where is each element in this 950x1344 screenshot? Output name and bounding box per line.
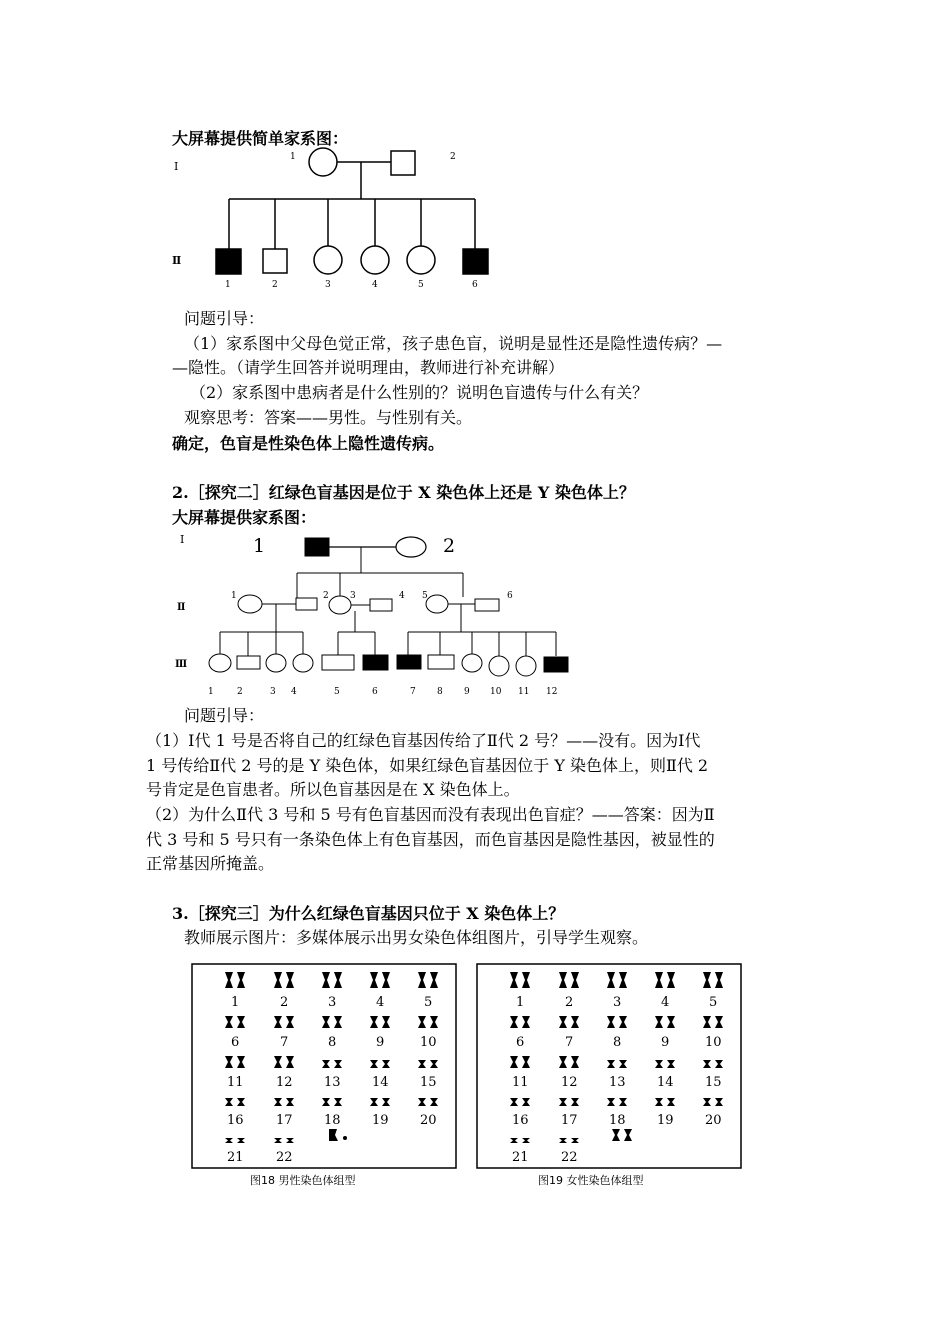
male-chromosome-number-13: 13: [324, 1075, 341, 1090]
male-chromosome-number-15: 15: [420, 1075, 437, 1090]
male-chromosome-number-19: 19: [372, 1113, 389, 1128]
female-chromosome-number-7: 7: [565, 1035, 574, 1050]
female-chromosome-number-6: 6: [516, 1035, 525, 1050]
section3-intro: 教师展示图片：多媒体展示出男女染色体组图片，引导学生观察。: [184, 928, 649, 947]
svg-text:2: 2: [272, 280, 278, 290]
section2-p1-line3: 号肯定是色盲患者。所以色盲基因是在 X 染色体上。: [146, 780, 520, 799]
female-karyotype-panel: [477, 964, 741, 1168]
male-karyotype-panel: [192, 964, 456, 1168]
svg-text:6: 6: [372, 687, 378, 697]
male-chromosome-number-14: 14: [372, 1075, 389, 1090]
svg-text:4: 4: [372, 280, 378, 290]
female-chromosome-number-2: 2: [565, 995, 574, 1010]
svg-text:8: 8: [437, 687, 443, 697]
svg-text:10: 10: [490, 687, 502, 697]
svg-text:11: 11: [518, 687, 530, 697]
female-chromosome-number-8: 8: [613, 1035, 622, 1050]
male-chromosome-number-2: 2: [280, 995, 289, 1010]
male-chromosome-number-21: 21: [227, 1150, 244, 1165]
female-chromosome-number-3: 3: [613, 995, 622, 1010]
section1-heading: 大屏幕提供简单家系图：: [172, 129, 349, 148]
female-chromosome-number-14: 14: [657, 1075, 674, 1090]
female-chromosome-number-20: 20: [705, 1113, 722, 1128]
section2-p2-line3: 正常基因所掩盖。: [146, 854, 275, 873]
svg-text:1: 1: [231, 591, 237, 601]
female-chromosome-number-5: 5: [709, 995, 718, 1010]
guide-title-1: 问题引导：: [184, 309, 265, 328]
svg-text:5: 5: [334, 687, 340, 697]
generation-label-I: Ⅰ: [174, 160, 179, 173]
svg-text:6: 6: [507, 591, 513, 601]
female-chromosome-number-18: 18: [609, 1113, 626, 1128]
male-chromosome-number-5: 5: [424, 995, 433, 1010]
male-chromosome-number-10: 10: [420, 1035, 437, 1050]
male-chromosome-number-9: 9: [376, 1035, 385, 1050]
svg-text:3: 3: [325, 280, 331, 290]
male-chromosome-number-6: 6: [231, 1035, 240, 1050]
gen2-label-I: Ⅰ: [180, 533, 185, 546]
I-number-1: 1: [290, 152, 296, 162]
observe-answer: 观察思考：答案——男性。与性别有关。: [184, 408, 473, 427]
svg-text:2: 2: [237, 687, 243, 697]
q1-line2: —隐性。（请学生回答并说明理由，教师进行补充讲解）: [172, 358, 565, 377]
male-chromosome-number-22: 22: [276, 1150, 293, 1165]
male-chromosome-number-7: 7: [280, 1035, 289, 1050]
female-chromosome-number-15: 15: [705, 1075, 722, 1090]
female-chromosome-number-22: 22: [561, 1150, 578, 1165]
female-chromosome-number-1: 1: [516, 995, 525, 1010]
svg-text:2: 2: [443, 535, 456, 557]
female-chromosome-number-4: 4: [661, 995, 670, 1010]
male-chromosome-number-12: 12: [276, 1075, 293, 1090]
male-chromosome-number-1: 1: [231, 995, 240, 1010]
q1-line1: （1）家系图中父母色觉正常，孩子患色盲，说明是显性还是隐性遗传病？—: [184, 334, 723, 353]
I-number-2: 2: [450, 152, 456, 162]
female-chromosome-number-12: 12: [561, 1075, 578, 1090]
svg-text:5: 5: [422, 591, 428, 601]
svg-text:4: 4: [291, 687, 297, 697]
svg-text:9: 9: [464, 687, 470, 697]
svg-text:5: 5: [418, 280, 424, 290]
q2: （2）家系图中患病者是什么性别的？说明色盲遗传与什么有关？: [190, 383, 649, 402]
svg-text:1: 1: [253, 535, 266, 557]
male-chromosome-number-3: 3: [328, 995, 337, 1010]
female-chromosome-number-9: 9: [661, 1035, 670, 1050]
female-chromosome-number-13: 13: [609, 1075, 626, 1090]
female-chromosome-number-19: 19: [657, 1113, 674, 1128]
male-chromosome-number-8: 8: [328, 1035, 337, 1050]
guide-title-2: 问题引导：: [184, 706, 265, 725]
generation-label-II: Ⅱ: [172, 254, 182, 267]
male-chromosome-number-11: 11: [227, 1075, 244, 1090]
female-chromosome-number-11: 11: [512, 1075, 529, 1090]
svg-text:1: 1: [208, 687, 214, 697]
female-chromosome-number-16: 16: [512, 1113, 529, 1128]
section2-p1-line1: （1）Ⅰ代 1 号是否将自己的红绿色盲基因传给了Ⅱ代 2 号？——没有。因为Ⅰ代: [146, 731, 701, 750]
female-chromosome-number-21: 21: [512, 1150, 529, 1165]
section2-heading: 2.［探究二］红绿色盲基因是位于 X 染色体上还是 Y 染色体上？: [172, 483, 635, 502]
section2-subheading: 大屏幕提供家系图：: [172, 508, 317, 527]
svg-text:6: 6: [472, 280, 478, 290]
male-chromosome-number-18: 18: [324, 1113, 341, 1128]
male-caption: 图18 男性染色体组型: [250, 1174, 356, 1187]
svg-text:3: 3: [350, 591, 356, 601]
svg-text:4: 4: [399, 591, 405, 601]
section2-p2-line1: （2）为什么Ⅱ代 3 号和 5 号有色盲基因而没有表现出色盲症？——答案：因为Ⅱ: [146, 805, 715, 824]
svg-text:7: 7: [410, 687, 416, 697]
female-chromosome-number-17: 17: [561, 1113, 578, 1128]
male-chromosome-number-16: 16: [227, 1113, 244, 1128]
svg-text:3: 3: [270, 687, 276, 697]
male-chromosome-number-17: 17: [276, 1113, 293, 1128]
male-chromosome-number-4: 4: [376, 995, 385, 1010]
section2-p1-line2: 1 号传给Ⅱ代 2 号的是 Y 染色体，如果红绿色盲基因位于 Y 染色体上，则Ⅱ代 2: [146, 756, 709, 775]
svg-text:1: 1: [225, 280, 231, 290]
female-caption: 图19 女性染色体组型: [538, 1174, 644, 1187]
female-chromosome-number-10: 10: [705, 1035, 722, 1050]
gen2-label-III: Ⅲ: [175, 659, 188, 670]
male-chromosome-number-20: 20: [420, 1113, 437, 1128]
conclusion-1: 确定，色盲是性染色体上隐性遗传病。: [172, 434, 445, 453]
svg-text:12: 12: [546, 687, 558, 697]
gen2-label-II: Ⅱ: [177, 602, 186, 613]
section2-p2-line2: 代 3 号和 5 号只有一条染色体上有色盲基因，而色盲基因是隐性基因，被显性的: [146, 830, 715, 849]
svg-text:2: 2: [323, 591, 329, 601]
section3-heading: 3.［探究三］为什么红绿色盲基因只位于 X 染色体上？: [172, 904, 565, 923]
